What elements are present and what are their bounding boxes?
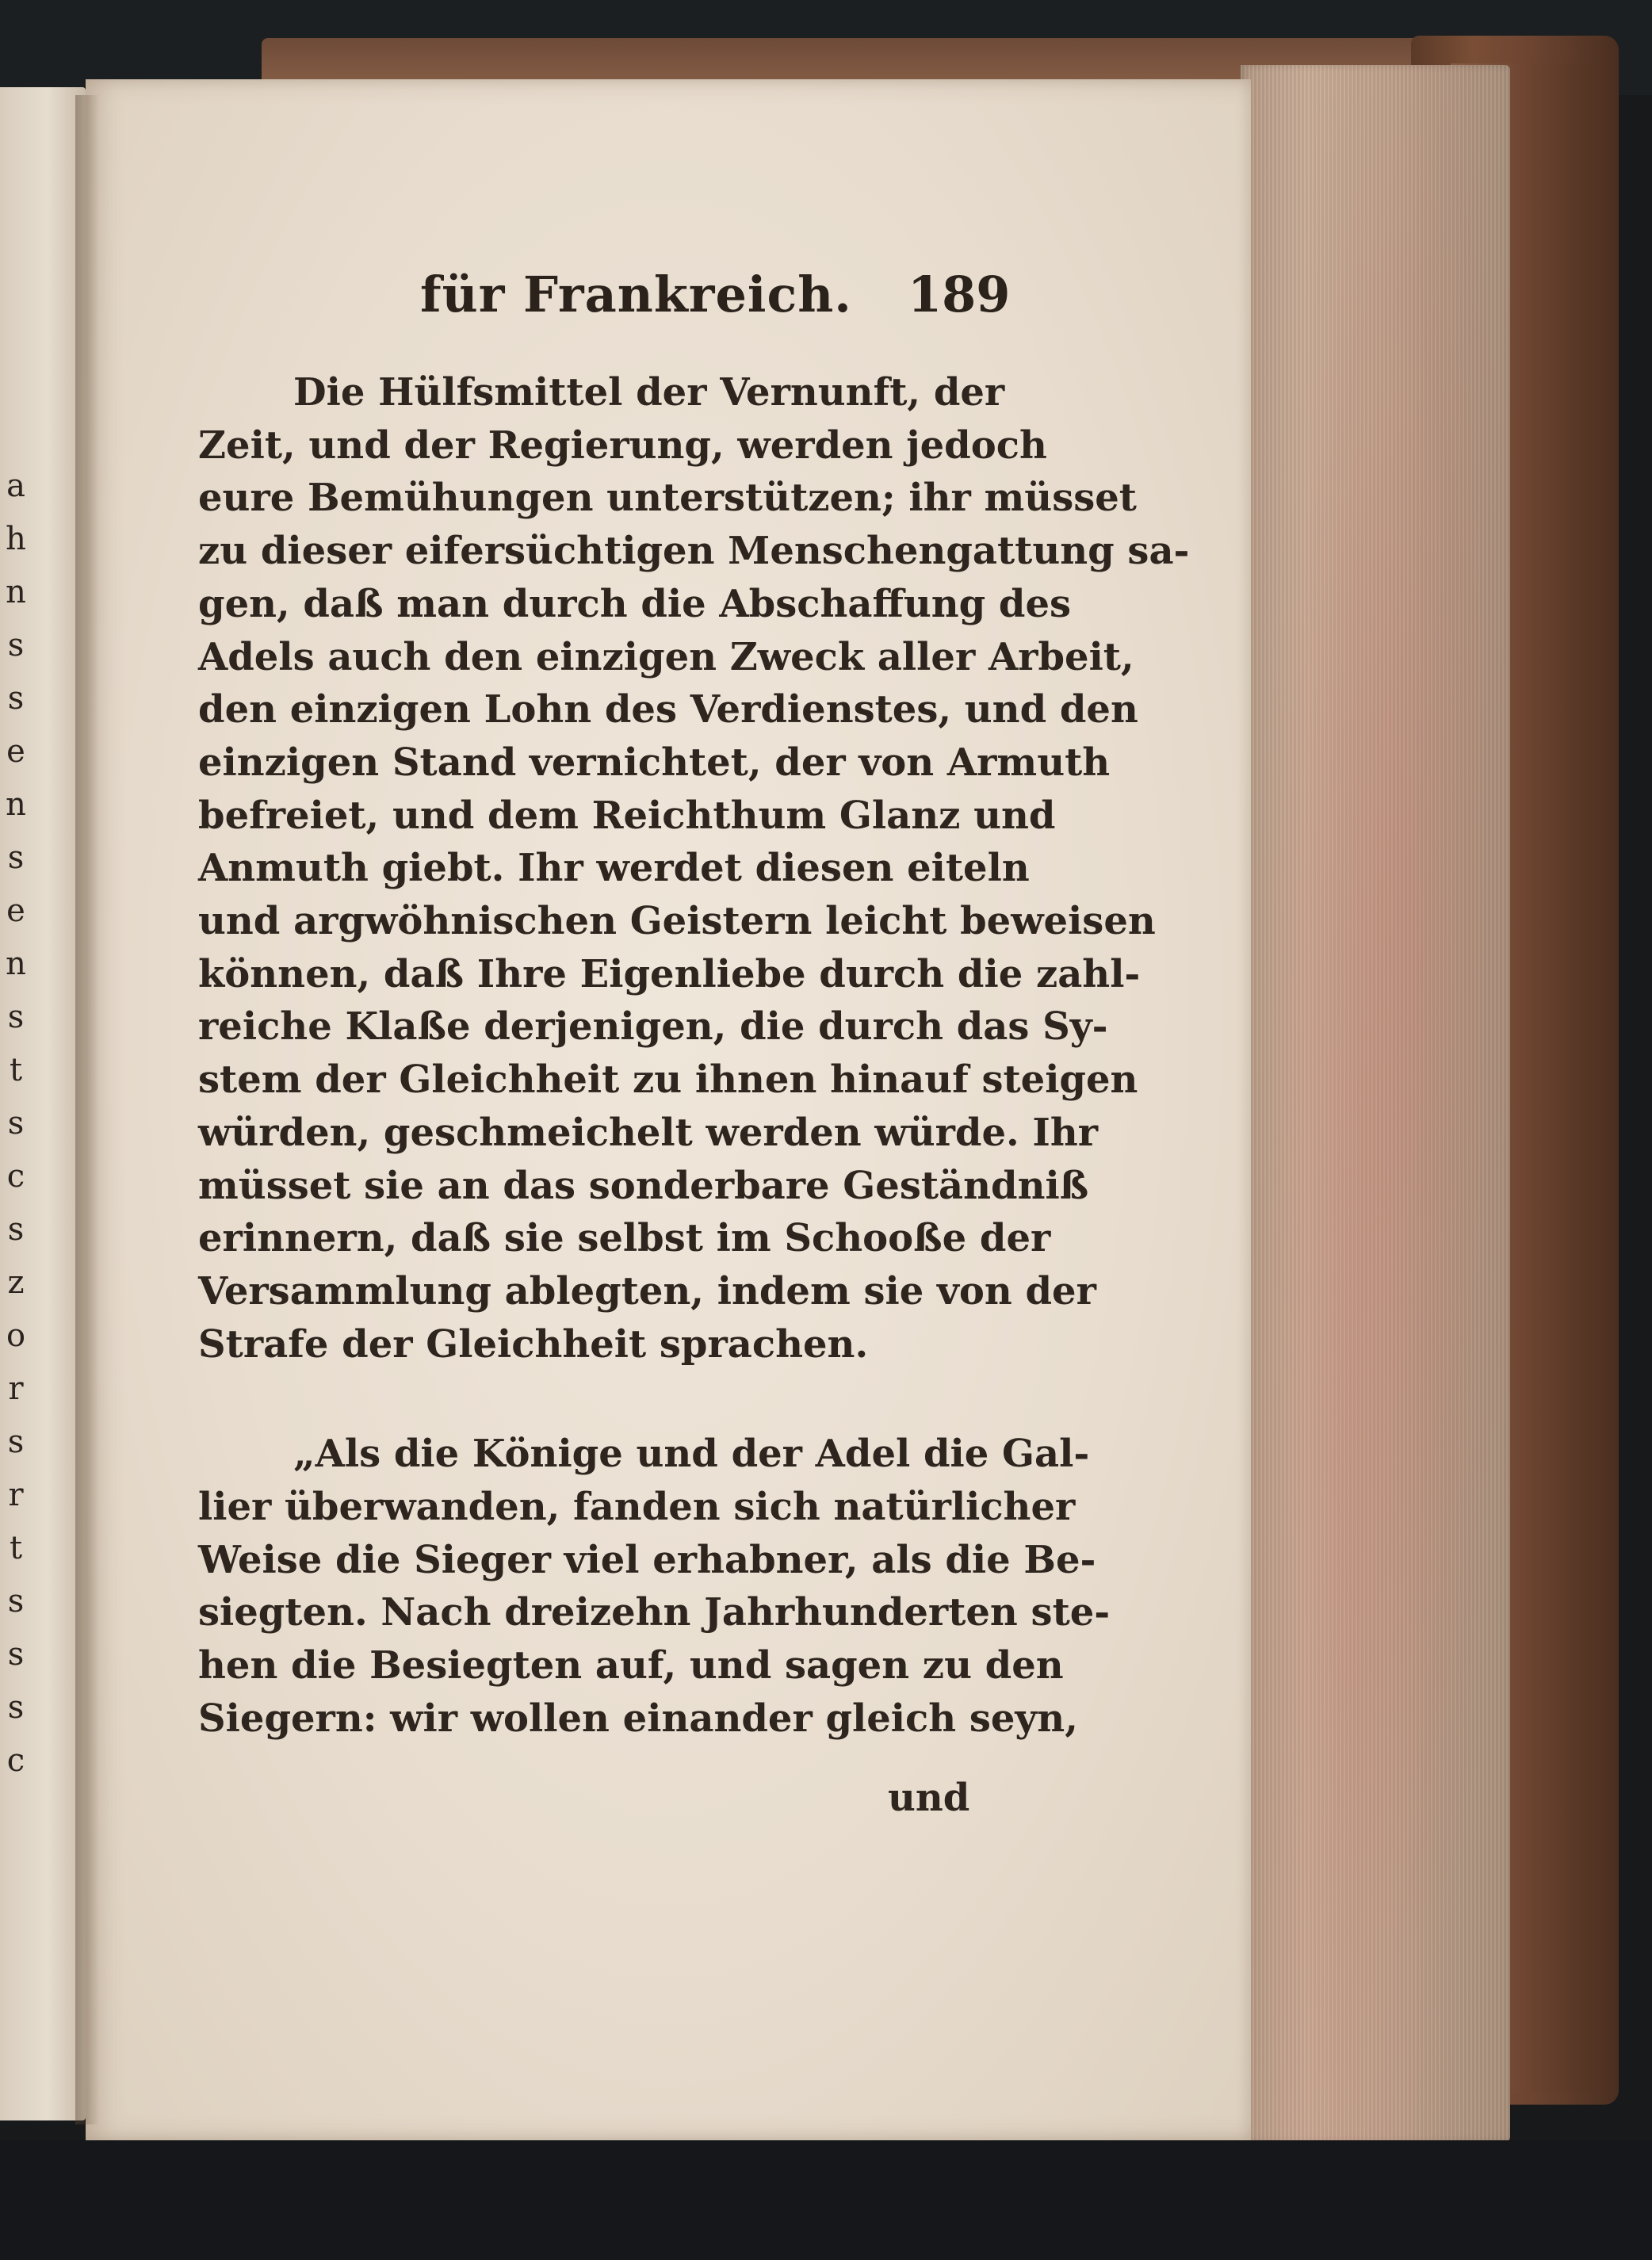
- text-line: gen, daß man durch die Abschaffung des: [198, 581, 1072, 626]
- margin-glyph: r: [8, 1477, 24, 1513]
- margin-glyph: s: [7, 1211, 25, 1248]
- margin-glyph: s: [7, 999, 25, 1035]
- margin-glyph: c: [6, 1742, 25, 1779]
- background-bottom: [0, 2140, 1652, 2260]
- margin-glyph: c: [6, 1158, 25, 1195]
- text-line: hen die Besiegten auf, und sagen zu den: [198, 1643, 1064, 1688]
- text-line: Adels auch den einzigen Zweck aller Arbeit,: [198, 634, 1134, 679]
- text-line: Siegern: wir wollen einander gleich seyn,: [198, 1696, 1078, 1741]
- margin-glyph: s: [7, 627, 25, 663]
- page-header: [198, 266, 1011, 337]
- text-line: Die Hülfsmittel der Vernunft, der: [293, 370, 1005, 415]
- text-line: einzigen Stand vernichtet, der von Armuth: [198, 740, 1111, 785]
- text-line: eure Bemühungen unterstützen; ihr müsset: [198, 476, 1137, 521]
- margin-glyph: s: [7, 839, 25, 876]
- margin-glyph: s: [7, 1689, 25, 1726]
- text-line: Anmuth giebt. Ihr werdet diesen eiteln: [198, 846, 1030, 891]
- text-line: würden, geschmeichelt werden würde. Ihr: [198, 1110, 1099, 1155]
- margin-glyph: s: [7, 1583, 25, 1619]
- margin-glyph: s: [7, 1636, 25, 1673]
- catchword: und: [888, 1776, 970, 1820]
- margin-glyph: h: [6, 521, 26, 557]
- paragraph-2: [198, 1428, 1111, 1745]
- paragraph-1: [198, 366, 1190, 1371]
- margin-glyph: e: [6, 893, 25, 929]
- text-line: Versammlung ablegten, indem sie von der: [198, 1268, 1096, 1314]
- text-line: Strafe der Gleichheit sprachen.: [198, 1321, 869, 1367]
- text-line: Zeit, und der Regierung, werden jedoch: [198, 423, 1047, 468]
- text-line: erinnern, daß sie selbst im Schooße der: [198, 1216, 1051, 1261]
- paragraph-gap: [198, 1371, 995, 1428]
- margin-glyph: e: [6, 733, 25, 770]
- margin-glyph: s: [7, 1105, 25, 1141]
- text-line: lier überwanden, fanden sich natürlicher: [198, 1485, 1076, 1530]
- margin-glyph: t: [9, 1530, 23, 1566]
- running-head: für Frankreich.: [420, 266, 852, 323]
- text-line: müsset sie an das sonderbare Geständniß: [198, 1163, 1089, 1208]
- margin-glyph: n: [6, 946, 26, 982]
- margin-glyph: s: [7, 1424, 25, 1460]
- text-line: siegten. Nach dreizehn Jahrhunderten ste-: [198, 1590, 1111, 1635]
- text-line: stem der Gleichheit zu ihnen hinauf steigen: [198, 1057, 1138, 1103]
- text-line: und argwöhnischen Geistern leicht beweisen: [198, 899, 1156, 944]
- page-number: 189: [908, 266, 1011, 323]
- margin-glyph: z: [7, 1264, 25, 1301]
- margin-glyph: n: [6, 786, 26, 823]
- margin-glyph: s: [7, 680, 25, 717]
- page-gutter: [75, 95, 99, 2124]
- text-line: können, daß Ihre Eigenliebe durch die zahl-: [198, 951, 1141, 996]
- text-line: „Als die Könige und der Adel die Gal-: [293, 1432, 1090, 1477]
- text-line: reiche Klaße derjenigen, die durch das Sy-: [198, 1004, 1108, 1050]
- margin-glyph: a: [6, 468, 25, 504]
- margin-glyph: n: [6, 574, 26, 610]
- previous-page-margin: [0, 460, 32, 1788]
- text-line: befreiet, und dem Reichthum Glanz und: [198, 793, 1056, 838]
- text-line: zu dieser eifersüchtigen Menschengattung sa-: [198, 529, 1190, 574]
- body-text: [198, 366, 1190, 1746]
- page-edges: [1241, 65, 1510, 2142]
- text-line: den einzigen Lohn des Verdienstes, und den: [198, 687, 1138, 732]
- margin-glyph: t: [9, 1052, 23, 1088]
- text-line: Weise die Sieger viel erhabner, als die Be-: [198, 1537, 1096, 1582]
- previous-page: [0, 87, 86, 2120]
- margin-glyph: o: [6, 1317, 26, 1354]
- margin-glyph: r: [8, 1371, 24, 1407]
